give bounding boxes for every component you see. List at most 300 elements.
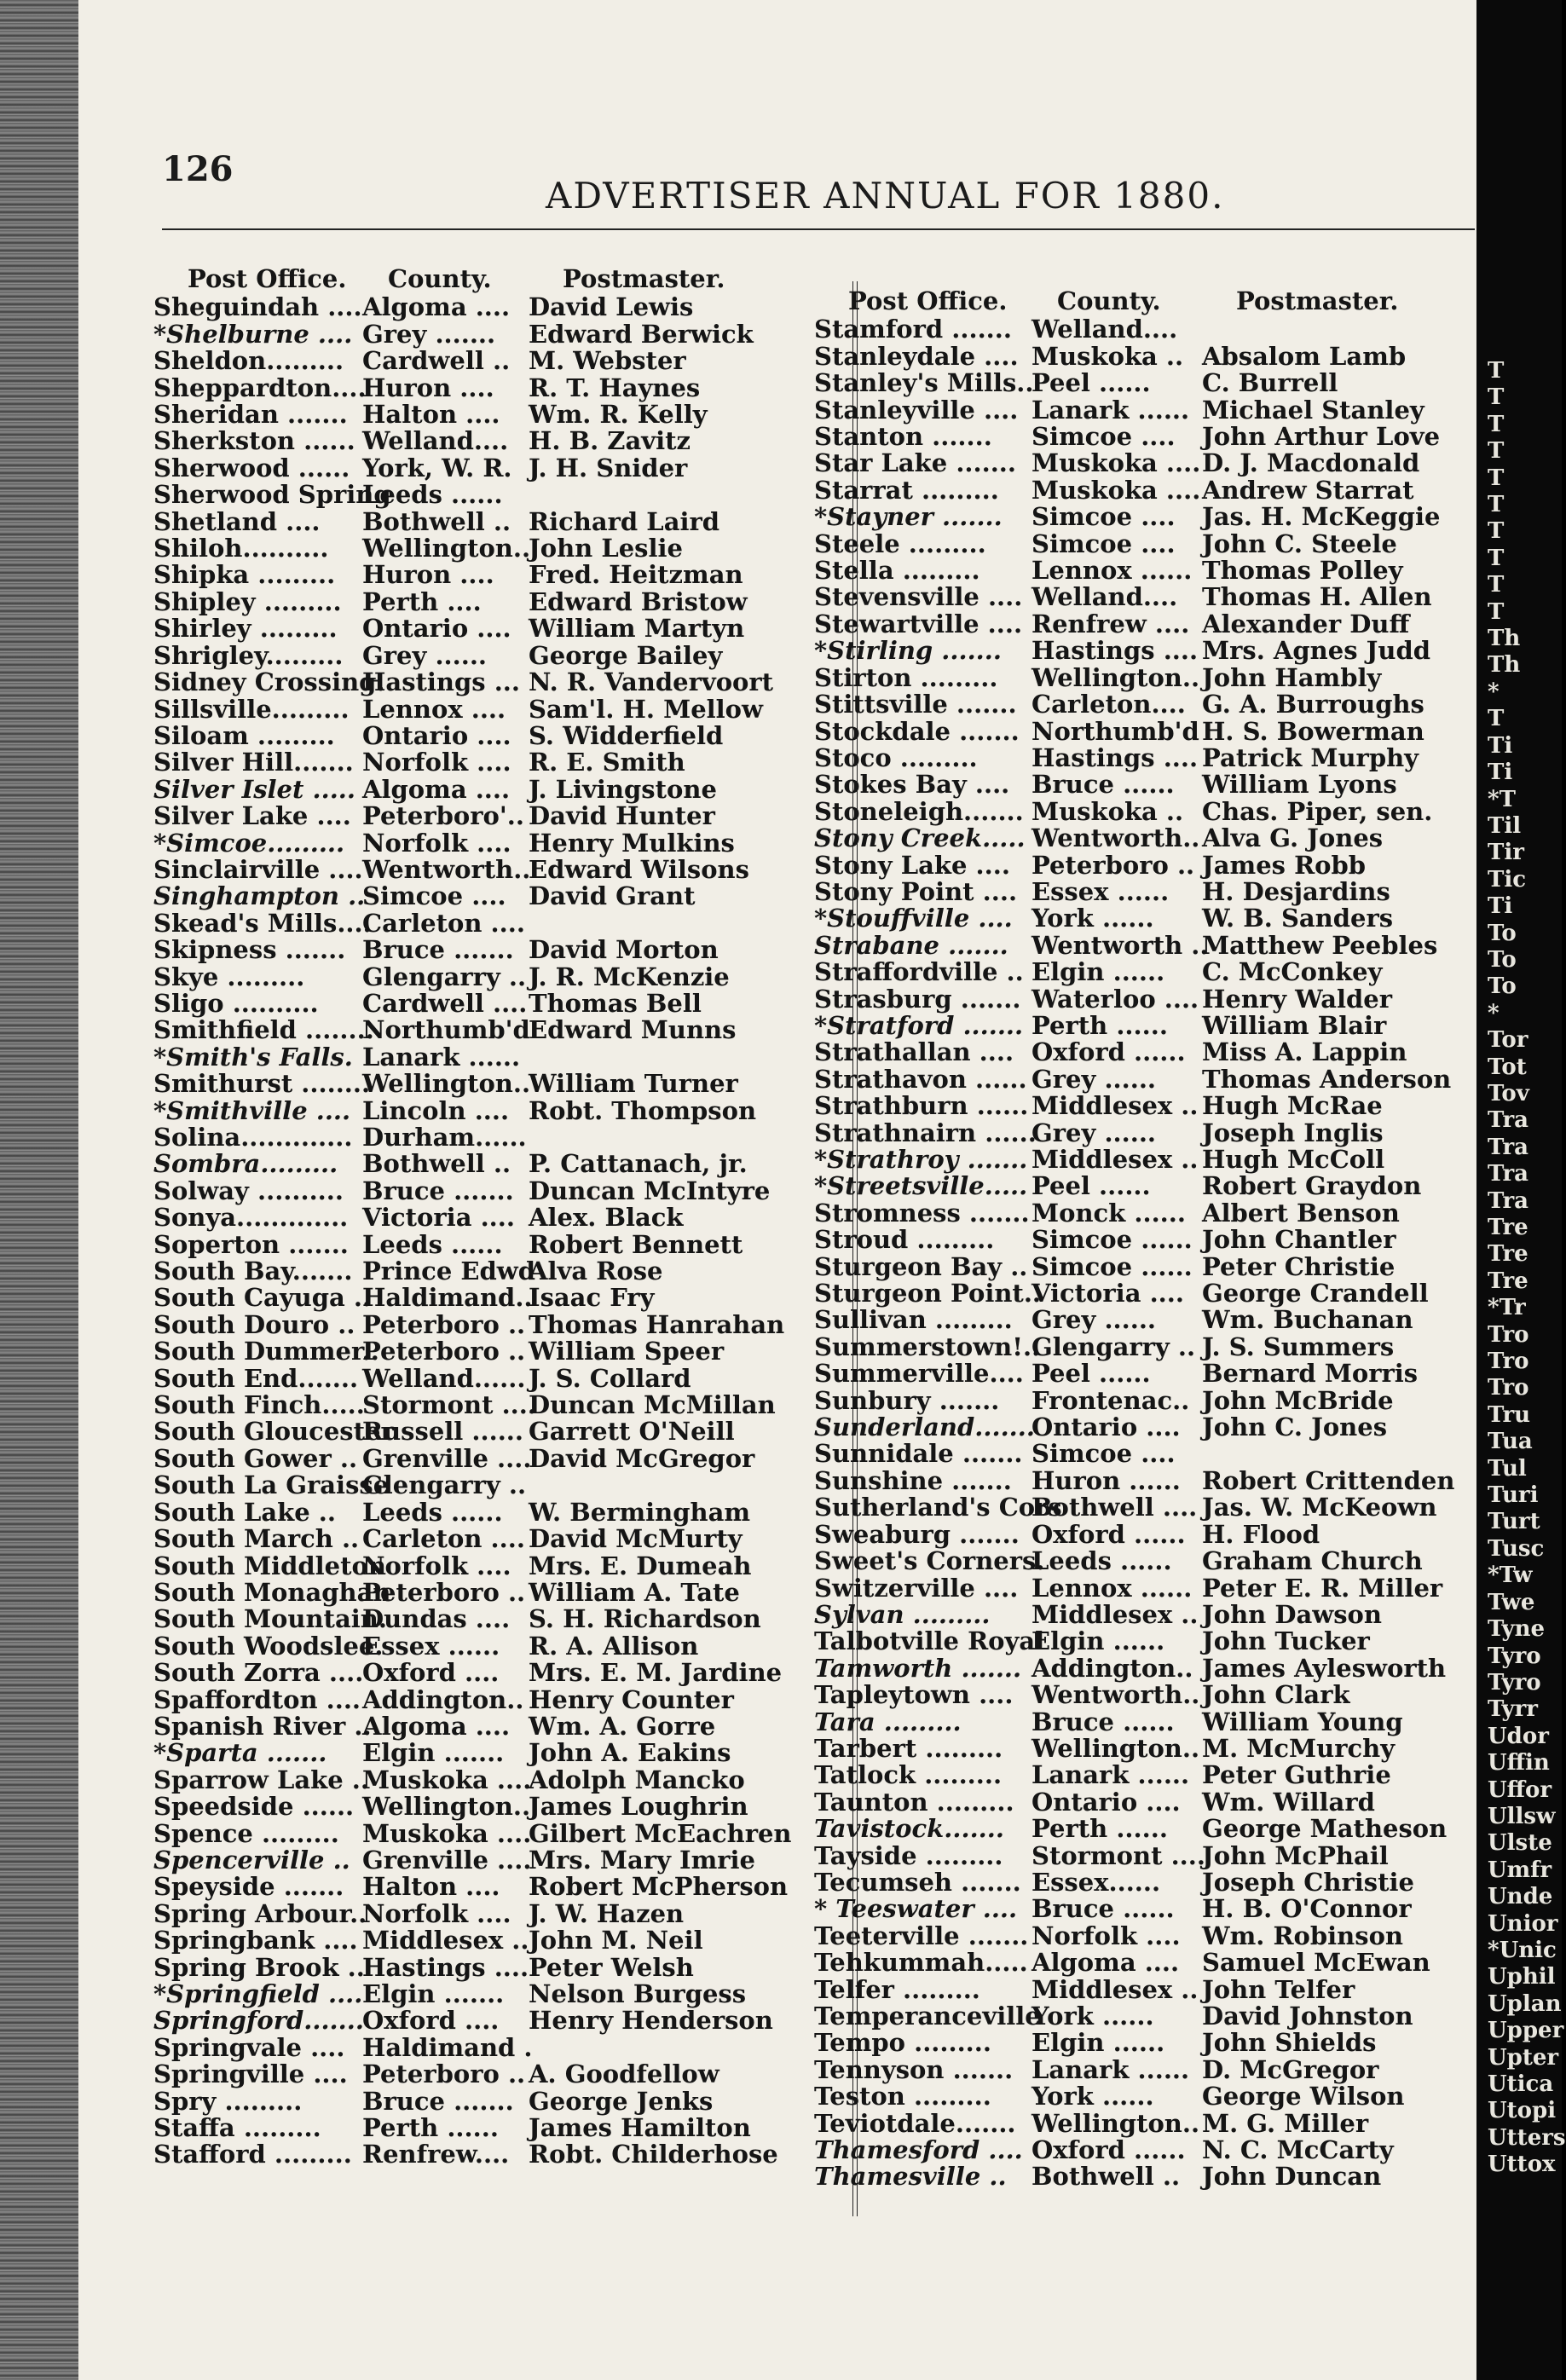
postmaster-name: N. R. Vandervoort xyxy=(529,667,774,697)
postmaster-name: H. B. O'Connor xyxy=(1202,1894,1412,1924)
county-name: Middlesex .. xyxy=(1031,1974,1199,2004)
fragment-line: Tra xyxy=(1488,1107,1529,1134)
fragment-line: Tra xyxy=(1488,1161,1529,1187)
fragment-line: *Unic xyxy=(1488,1937,1557,1963)
county-name: Ontario .... xyxy=(1031,1787,1181,1817)
post-office-name: South Bay....... xyxy=(153,1256,353,1286)
county-name: Leeds ...... xyxy=(1031,1546,1172,1576)
county-name: Bruce ....... xyxy=(362,1176,514,1205)
fragment-line: Ullsw xyxy=(1488,1803,1556,1829)
postmaster-name: George Jenks xyxy=(529,2086,714,2116)
county-name: Peterboro .. xyxy=(362,1337,526,1366)
directory-row xyxy=(814,1816,1479,1842)
county-name: Hastings ... xyxy=(362,667,521,697)
directory-row xyxy=(814,370,1479,396)
county-name: Simcoe ...... xyxy=(1031,1251,1193,1281)
post-office-name: Stony Creek..... xyxy=(814,823,1026,853)
directory-row xyxy=(814,905,1479,932)
post-office-name: South Mountain. xyxy=(153,1604,387,1634)
post-office-name: Sonya............. xyxy=(153,1203,349,1233)
postmaster-name: Thomas Polley xyxy=(1202,556,1403,586)
postmaster-name: Robt. Childerhose xyxy=(529,2140,778,2169)
directory-row xyxy=(153,854,835,884)
postmaster-name: George Matheson xyxy=(1202,1814,1448,1844)
county-name: Bruce ....... xyxy=(362,2086,514,2116)
post-office-name: Sweet's Corners. xyxy=(814,1546,1045,1576)
directory-row xyxy=(814,1334,1479,1360)
county-name: Middlesex .. xyxy=(1031,1145,1199,1174)
postmaster-name: Joseph Inglis xyxy=(1202,1118,1384,1147)
fragment-line: Tot xyxy=(1488,1054,1527,1080)
post-office-name: Tayside ......... xyxy=(814,1840,1003,1870)
post-office-name: South Cayuga .. xyxy=(153,1283,372,1313)
directory-row xyxy=(153,586,835,616)
directory-row xyxy=(814,1280,1479,1307)
county-name: Perth .... xyxy=(362,586,482,616)
postmaster-name xyxy=(529,910,835,937)
directory-row xyxy=(153,1847,835,1874)
postmaster-name: Henry Walder xyxy=(1202,984,1393,1014)
post-office-name: Siloam ......... xyxy=(153,720,335,750)
post-office-name: Stockdale ....... xyxy=(814,716,1020,746)
post-office-name: *Springfield .... xyxy=(153,1979,363,2008)
county-name: Welland.... xyxy=(362,426,509,456)
page-binding xyxy=(0,0,78,2380)
post-office-name: Skead's Mills.... xyxy=(153,908,372,938)
post-office-name: Staffa ......... xyxy=(153,2113,321,2143)
left-column xyxy=(153,266,835,2169)
post-office-name: Soperton ....... xyxy=(153,1229,349,1259)
postmaster-name: A. Goodfellow xyxy=(529,2059,719,2089)
directory-row xyxy=(814,316,1479,343)
post-office-name: Sheridan ....... xyxy=(153,400,348,430)
post-office-name: Skipness ....... xyxy=(153,935,346,965)
postmaster-name: M. Webster xyxy=(529,346,686,376)
directory-row xyxy=(153,535,835,562)
county-name: Grey ...... xyxy=(1031,1305,1157,1335)
post-office-name: Speyside ....... xyxy=(153,1872,344,1902)
county-name: Wentworth.. xyxy=(1031,823,1200,853)
postmaster-name: John McBride xyxy=(1202,1385,1394,1415)
post-office-name: Springbank .... xyxy=(153,1926,358,1955)
fragment-line: Uffor xyxy=(1488,1776,1552,1803)
post-office-name: Tecumseh ....... xyxy=(814,1867,1021,1897)
directory-row xyxy=(153,1443,835,1473)
post-office-name: Sligo .......... xyxy=(153,988,319,1018)
directory-row xyxy=(814,930,1479,960)
post-office-name: Stittsville ....... xyxy=(814,690,1017,719)
fragment-line: Tir xyxy=(1488,840,1524,866)
county-name: Algoma .... xyxy=(362,774,511,804)
county-name: Northumb'd xyxy=(362,1015,530,1045)
postmaster-name: Hugh McColl xyxy=(1202,1145,1385,1174)
county-name: Addington.. xyxy=(1031,1653,1193,1683)
post-office-name: Sullivan ......... xyxy=(814,1305,1013,1335)
postmaster-name: Absalom Lamb xyxy=(1202,341,1407,371)
county-name: Perth ...... xyxy=(362,2113,499,2143)
post-office-name: Stafford ......... xyxy=(153,2140,352,2169)
post-office-name: Sunnidale ....... xyxy=(814,1439,1023,1469)
postmaster-name: Jas. H. McKeggie xyxy=(1202,502,1441,532)
post-office-name: Tempo ......... xyxy=(814,2028,991,2058)
county-name: Essex ...... xyxy=(362,1631,500,1661)
fragment-line: Tro xyxy=(1488,1321,1529,1348)
county-name: Northumb'd xyxy=(1031,716,1199,746)
county-name: Grenville .... xyxy=(362,1845,532,1875)
postmaster-name: John Arthur Love xyxy=(1202,422,1441,452)
fragment-line: Tro xyxy=(1488,1349,1529,1375)
postmaster-name: Robert Crittenden xyxy=(1202,1465,1455,1495)
postmaster-name: William A. Tate xyxy=(529,1577,740,1607)
county-name: Wentworth.. xyxy=(1031,1680,1200,1710)
county-name: Essex ...... xyxy=(1031,876,1170,906)
postmaster-name: David Grant xyxy=(529,881,696,911)
county-name: Muskoka .... xyxy=(362,1818,532,1848)
county-name: Elgin ...... xyxy=(1031,2028,1165,2058)
directory-row xyxy=(814,1251,1479,1281)
directory-row xyxy=(814,477,1479,504)
county-name: Muskoka .. xyxy=(1031,341,1184,371)
postmaster-name: James Robb xyxy=(1202,850,1367,880)
postmaster-name: D. J. Macdonald xyxy=(1202,448,1420,478)
directory-row xyxy=(814,1840,1479,1870)
postmaster-name: David Morton xyxy=(529,935,719,965)
postmaster-name: James Loughrin xyxy=(529,1792,748,1822)
directory-row xyxy=(814,662,1479,692)
fragment-line: Utters xyxy=(1488,2124,1566,2151)
post-office-name: Singhampton .. xyxy=(153,881,366,911)
directory-row xyxy=(814,2137,1479,2163)
directory-row xyxy=(814,1414,1479,1441)
postmaster-name: S. Widderfield xyxy=(529,720,724,750)
postmaster-name: William Martyn xyxy=(529,614,745,644)
fragment-line: T xyxy=(1488,706,1505,732)
directory-row xyxy=(153,1095,835,1125)
fragment-line: Upter xyxy=(1488,2044,1559,2071)
directory-row xyxy=(153,2141,835,2168)
county-name: Simcoe .... xyxy=(1031,1439,1176,1469)
adjacent-page-fragment xyxy=(1488,358,1566,2179)
county-name: Perth ...... xyxy=(1031,1010,1168,1040)
fragment-line: Tra xyxy=(1488,1187,1529,1214)
fragment-line: Udor xyxy=(1488,1723,1549,1749)
post-office-name: Stanleyville .... xyxy=(814,395,1019,425)
county-name: Wellington.. xyxy=(362,1069,531,1099)
post-office-name: Sunshine ....... xyxy=(814,1465,1012,1495)
directory-row xyxy=(814,742,1479,772)
postmaster-name: Edward Berwick xyxy=(529,319,754,349)
directory-row xyxy=(153,696,835,723)
directory-row xyxy=(814,959,1479,985)
post-office-name: Teeterville ....... xyxy=(814,1921,1029,1950)
county-name: Bothwell .. xyxy=(1031,2162,1181,2192)
fragment-line: Unde xyxy=(1488,1884,1553,1910)
postmaster-name xyxy=(529,1472,835,1499)
county-name: Grey ....... xyxy=(362,319,496,349)
county-name: Norfolk .... xyxy=(362,828,511,858)
directory-row xyxy=(153,1178,835,1204)
post-office-name: Sheldon......... xyxy=(153,346,344,376)
directory-row xyxy=(153,1229,835,1259)
county-name: Wellington.. xyxy=(1031,662,1200,692)
post-office-name: South Woodslee. xyxy=(153,1631,384,1661)
directory-row xyxy=(814,2083,1479,2110)
county-name: Muskoka .... xyxy=(362,1765,532,1794)
county-name: Simcoe .... xyxy=(1031,422,1176,452)
postmaster-name: Henry Counter xyxy=(529,1684,734,1714)
postmaster-name: John C. Jones xyxy=(1202,1412,1388,1442)
fragment-line: Utica xyxy=(1488,2071,1554,2097)
post-office-name: Spring Brook .. xyxy=(153,1952,365,1982)
postmaster-name xyxy=(1202,1441,1475,1467)
post-office-name: South La Graisse xyxy=(153,1470,390,1500)
county-name: Middlesex .. xyxy=(362,1926,529,1955)
county-name: Monck ...... xyxy=(1031,1198,1186,1228)
county-name: Muskoka .. xyxy=(1031,796,1184,826)
post-office-name: Sutherland's Cors xyxy=(814,1493,1062,1522)
post-office-name: Sheguindah .... xyxy=(153,292,362,322)
directory-row xyxy=(153,1633,835,1660)
postmaster-name: Joseph Christie xyxy=(1202,1867,1414,1897)
postmaster-name: Thomas H. Allen xyxy=(1202,582,1432,612)
directory-row xyxy=(814,1227,1479,1253)
fragment-line: T xyxy=(1488,492,1505,518)
postmaster-name: P. Cattanach, jr. xyxy=(529,1149,748,1179)
postmaster-name: John Dawson xyxy=(1202,1599,1382,1629)
county-name: Welland.... xyxy=(1031,315,1178,344)
directory-row xyxy=(814,584,1479,610)
postmaster-name: Wm. Robinson xyxy=(1202,1921,1404,1950)
postmaster-name: John A. Eakins xyxy=(529,1738,731,1768)
directory-row xyxy=(814,1519,1479,1549)
directory-row xyxy=(153,1553,835,1580)
post-office-name: Shrigley......... xyxy=(153,640,344,670)
fragment-line: * xyxy=(1488,1000,1500,1026)
postmaster-name: Peter Welsh xyxy=(529,1952,694,1982)
right-column-header xyxy=(814,288,1479,315)
county-name: Simcoe .... xyxy=(1031,502,1176,532)
postmaster-name: W. Bermingham xyxy=(529,1497,751,1527)
post-office-name: Stokes Bay .... xyxy=(814,770,1010,800)
postmaster-name: C. Burrell xyxy=(1202,368,1338,398)
directory-row xyxy=(153,1526,835,1552)
postmaster-name: John Telfer xyxy=(1202,1974,1355,2004)
post-office-name: Shetland .... xyxy=(153,506,321,536)
county-name: Glengarry .. xyxy=(1031,1332,1196,1361)
county-name: Muskoka .... xyxy=(1031,448,1201,478)
directory-row xyxy=(153,1981,835,2007)
postmaster-name: Thomas Hanrahan xyxy=(529,1309,785,1339)
county-name: Peterboro .. xyxy=(1031,850,1195,880)
post-office-name: *Stouffville .... xyxy=(814,904,1013,933)
postmaster-name: W. B. Sanders xyxy=(1202,904,1394,933)
postmaster-name: Alexander Duff xyxy=(1202,609,1410,638)
fragment-line: Uffin xyxy=(1488,1750,1550,1776)
county-name: Carleton .... xyxy=(362,908,525,938)
directory-row xyxy=(153,2007,835,2034)
post-office-name: Sillsville......... xyxy=(153,694,350,724)
county-name: Perth ...... xyxy=(1031,1814,1168,1844)
directory-row xyxy=(814,1173,1479,1199)
postmaster-name: John Chantler xyxy=(1202,1225,1396,1255)
postmaster-name: Duncan McMillan xyxy=(529,1390,776,1420)
directory-row xyxy=(814,1066,1479,1093)
postmaster-name: David Hunter xyxy=(529,801,715,831)
postmaster-name: Isaac Fry xyxy=(529,1283,655,1313)
directory-row xyxy=(153,1258,835,1285)
county-name: Peel ...... xyxy=(1031,1171,1151,1201)
directory-row xyxy=(814,1762,1479,1788)
directory-row xyxy=(153,1363,835,1393)
post-office-name: Stony Lake .... xyxy=(814,850,1010,880)
directory-row xyxy=(153,669,835,696)
postmaster-name: Gilbert McEachren xyxy=(529,1818,792,1848)
postmaster-name: J. R. McKenzie xyxy=(529,962,730,991)
postmaster-name: Nelson Burgess xyxy=(529,1979,747,2008)
post-office-name: Stoco ......... xyxy=(814,742,978,772)
postmaster-name: Jas. W. McKeown xyxy=(1202,1493,1437,1522)
county-name: Ontario .... xyxy=(362,720,511,750)
fragment-line: Tor xyxy=(1488,1027,1528,1054)
postmaster-name: Peter E. R. Miller xyxy=(1202,1573,1443,1603)
fragment-line: T xyxy=(1488,384,1505,411)
post-office-name: *Streetsville..... xyxy=(814,1171,1028,1201)
directory-row xyxy=(153,1952,835,1982)
postmaster-name: Robert Bennett xyxy=(529,1229,743,1259)
county-name: Oxford ...... xyxy=(1031,2135,1186,2165)
postmaster-name: George Crandell xyxy=(1202,1279,1429,1308)
directory-row xyxy=(814,1093,1479,1119)
postmaster-name: Wm. Buchanan xyxy=(1202,1305,1413,1335)
right-column xyxy=(814,288,1479,2191)
post-office-name: Spry ......... xyxy=(153,2086,303,2116)
directory-row xyxy=(153,321,835,348)
county-name: Elgin ....... xyxy=(362,1979,505,2008)
post-office-name: South Zorra .... xyxy=(153,1658,364,1688)
county-name: Grenville .... xyxy=(362,1443,532,1473)
county-name: Peterboro .. xyxy=(362,1577,526,1607)
post-office-name: Sherwood ...... xyxy=(153,453,350,482)
postmaster-name: Fred. Heitzman xyxy=(529,560,743,590)
postmaster-name: Thomas Anderson xyxy=(1202,1064,1452,1094)
post-office-name: Smithurst ........ xyxy=(153,1069,371,1099)
post-office-header: Post Office. xyxy=(188,264,347,293)
post-office-name: Shipka ......... xyxy=(153,560,336,590)
post-office-name: Tarbert ......... xyxy=(814,1733,1003,1763)
postmaster-name: J. Livingstone xyxy=(529,774,717,804)
post-office-name: *Stayner ....... xyxy=(814,502,1003,532)
postmaster-name: G. A. Burroughs xyxy=(1202,690,1424,719)
directory-row xyxy=(153,1309,835,1339)
county-name: Bruce ...... xyxy=(1031,1707,1175,1736)
fragment-line: T xyxy=(1488,358,1505,384)
post-office-name: *Sparta ....... xyxy=(153,1738,327,1768)
county-name: Norfolk .... xyxy=(362,1551,511,1580)
directory-row xyxy=(814,1709,1479,1736)
postmaster-name: David Lewis xyxy=(529,292,694,322)
fragment-line: Upper xyxy=(1488,2018,1564,2044)
county-name: Leeds ...... xyxy=(362,1229,503,1259)
directory-row xyxy=(814,2163,1479,2190)
fragment-line: To xyxy=(1488,920,1517,946)
post-office-name: *Stratford ....... xyxy=(814,1010,1024,1040)
directory-row xyxy=(153,1660,835,1686)
post-office-name: Solway .......... xyxy=(153,1176,344,1205)
county-name: Welland...... xyxy=(362,1363,526,1393)
post-office-header: Post Office. xyxy=(848,286,1008,315)
directory-row xyxy=(153,883,835,910)
fragment-line: Ulste xyxy=(1488,1830,1552,1857)
directory-row xyxy=(153,749,835,776)
fragment-line: Utopi xyxy=(1488,2098,1557,2124)
county-name: Leeds ...... xyxy=(362,1497,503,1527)
post-office-name: Spanish River .. xyxy=(153,1711,372,1741)
county-name: Lanark ...... xyxy=(362,1042,521,1072)
county-name: Halton .... xyxy=(362,400,500,430)
directory-row xyxy=(814,716,1479,746)
post-office-name: Tatlock ......... xyxy=(814,1760,1003,1790)
directory-row xyxy=(814,638,1479,664)
post-office-name: South Finch..... xyxy=(153,1390,365,1420)
directory-row xyxy=(153,1898,835,1928)
county-name: Bruce ....... xyxy=(362,935,514,965)
fragment-line: Uttox xyxy=(1488,2152,1556,2178)
fragment-line: Tov xyxy=(1488,1080,1529,1106)
directory-row xyxy=(153,1124,835,1151)
postmaster-name: James Aylesworth xyxy=(1202,1653,1447,1683)
fragment-line: Turt xyxy=(1488,1509,1540,1535)
directory-row xyxy=(814,1494,1479,1521)
post-office-name: South Monaghan xyxy=(153,1577,391,1607)
post-office-name: Stromness ....... xyxy=(814,1198,1030,1228)
fragment-line: Tua xyxy=(1488,1429,1533,1455)
postmaster-name: H. B. Zavitz xyxy=(529,426,691,456)
county-name: Welland.... xyxy=(1031,582,1178,612)
header-rule xyxy=(162,228,1475,230)
county-name: Grey ...... xyxy=(362,640,488,670)
post-office-name: South End....... xyxy=(153,1363,359,1393)
postmaster-name: D. McGregor xyxy=(1202,2054,1379,2084)
postmaster-name: David Johnston xyxy=(1202,2002,1413,2031)
directory-row xyxy=(153,294,835,321)
county-name: Norfolk .... xyxy=(1031,1921,1181,1950)
postmaster-name: John Clark xyxy=(1202,1680,1350,1710)
postmaster-name: John M. Neil xyxy=(529,1926,703,1955)
county-name: Glengarry .. xyxy=(362,962,527,991)
directory-row xyxy=(153,937,835,963)
left-entries xyxy=(153,294,835,2168)
post-office-name: Stanleydale .... xyxy=(814,341,1019,371)
post-office-name: * Teeswater .... xyxy=(814,1894,1018,1924)
directory-row xyxy=(153,562,835,588)
fragment-line: Tre xyxy=(1488,1268,1528,1294)
directory-row xyxy=(153,1017,835,1043)
directory-row xyxy=(814,1548,1479,1574)
county-name: Stormont .... xyxy=(1031,1840,1205,1870)
directory-row xyxy=(814,876,1479,906)
fragment-line: Tro xyxy=(1488,1375,1529,1401)
directory-row xyxy=(814,1010,1479,1040)
directory-row xyxy=(814,1147,1479,1173)
fragment-line: Til xyxy=(1488,812,1522,839)
postmaster-name xyxy=(529,1044,835,1071)
postmaster-name: Adolph Mancko xyxy=(529,1765,745,1794)
directory-row xyxy=(153,1794,835,1820)
post-office-name: Talbotville Royal xyxy=(814,1626,1045,1656)
directory-row xyxy=(814,1896,1479,1922)
county-name: Norfolk .... xyxy=(362,748,511,777)
county-name: Lennox .... xyxy=(362,694,506,724)
